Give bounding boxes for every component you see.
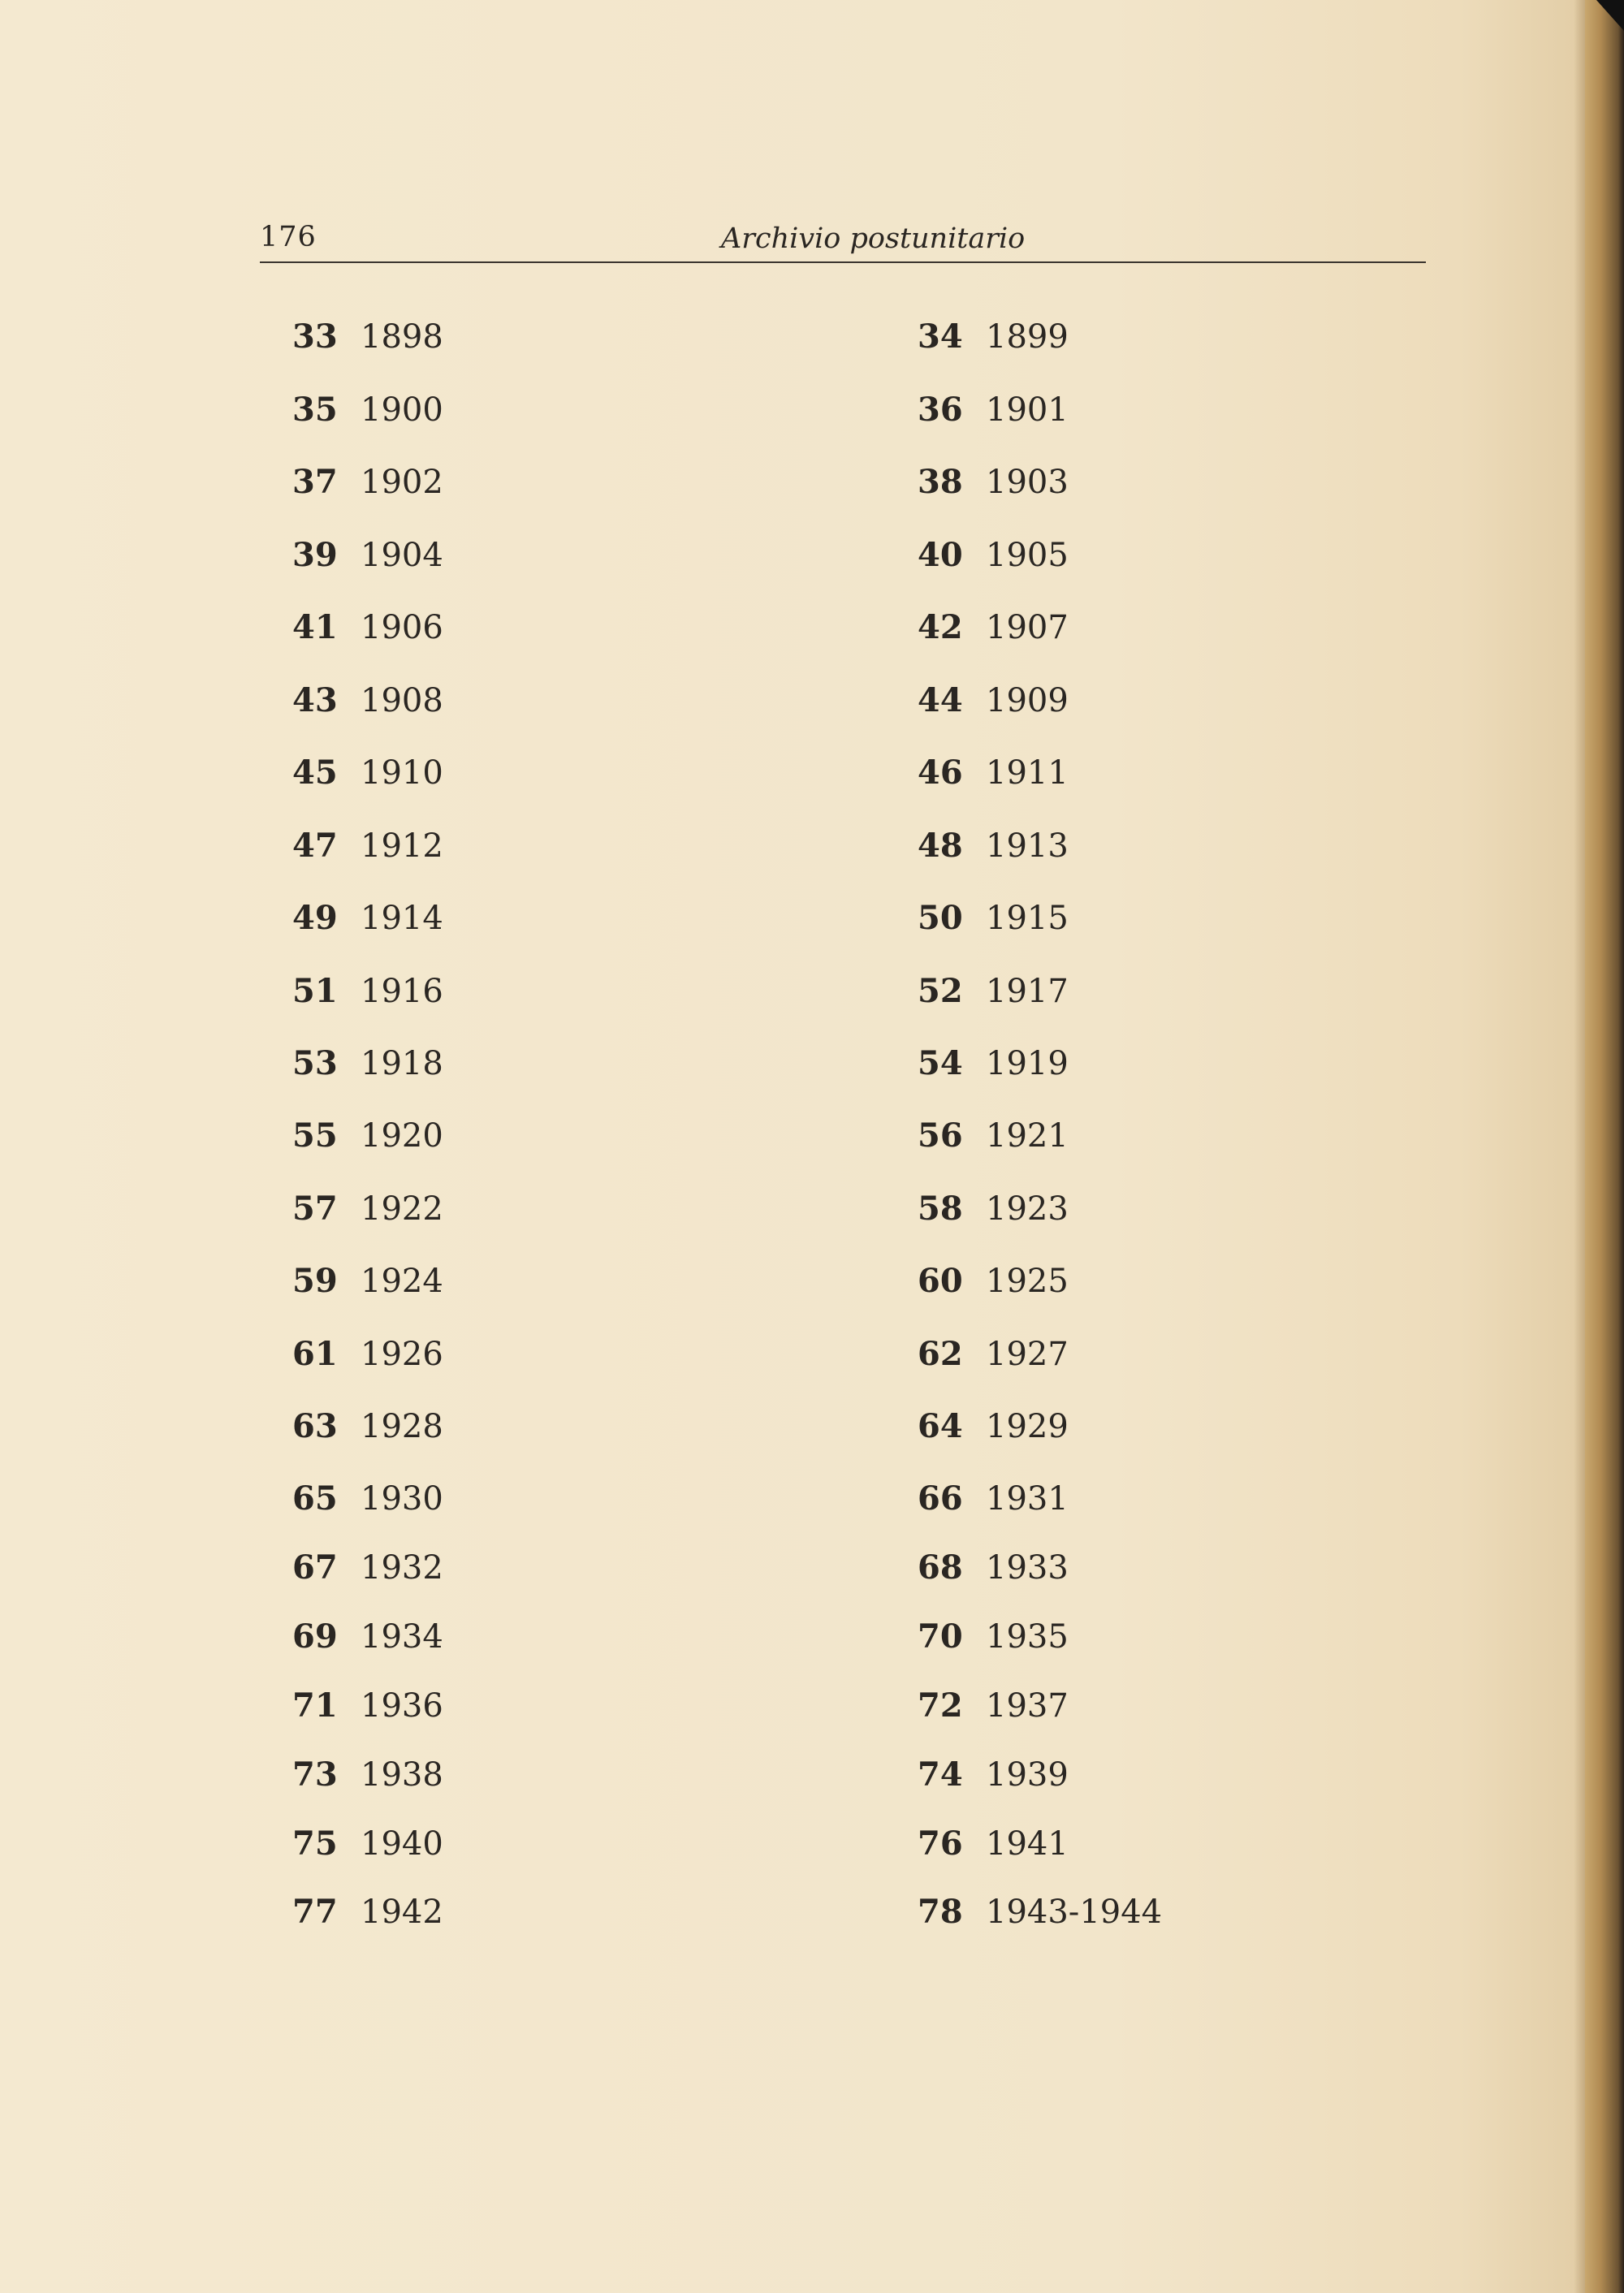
entry-year: 1915 [986,900,1069,937]
entry-number: 42 [918,608,963,646]
entry-year: 1922 [361,1190,443,1228]
entry-number: 51 [292,972,338,1010]
book-edge [1585,0,1624,2293]
entry-year: 1924 [361,1263,443,1300]
list-item [918,1044,1242,1085]
page-number: 176 [260,221,317,253]
entry-number: 60 [918,1262,963,1300]
entry-number: 77 [292,1893,338,1931]
entry-year: 1919 [986,1045,1069,1082]
entry-year: 1938 [361,1756,443,1794]
running-title: Archivio postunitario [721,222,1026,255]
entry-number: 78 [918,1893,963,1931]
list-item [918,1262,1242,1302]
list-item [292,972,617,1013]
entry-year: 1939 [986,1756,1069,1794]
entry-year: 1914 [361,900,443,937]
entry-year: 1908 [361,682,443,719]
list-item [918,1407,1242,1448]
entry-number: 74 [918,1755,963,1794]
entry-year: 1935 [986,1618,1069,1656]
entry-year: 1900 [361,391,443,429]
entry-number: 45 [292,754,338,792]
entry-number: 70 [918,1617,963,1656]
entry-year: 1933 [986,1549,1069,1587]
entry-year: 1934 [361,1618,443,1656]
list-item [292,1044,617,1085]
list-item [918,1755,1242,1796]
entry-number: 41 [292,608,338,646]
list-item [918,317,1242,358]
list-item [292,391,617,431]
entry-number: 49 [292,899,338,937]
entry-year: 1918 [361,1045,443,1082]
entry-year: 1898 [361,318,443,356]
list-item [292,1116,617,1157]
list-item [292,1479,617,1520]
list-item [292,1617,617,1658]
entry-year: 1926 [361,1336,443,1373]
entry-number: 43 [292,681,338,719]
entry-year: 1903 [986,464,1069,501]
entry-number: 59 [292,1262,338,1300]
entry-number: 40 [918,536,963,574]
list-item [918,899,1242,939]
entry-year: 1901 [986,391,1069,429]
entry-number: 53 [292,1044,338,1082]
header-rule [260,261,1426,263]
entry-number: 64 [918,1407,963,1445]
list-item [918,1548,1242,1589]
entry-year: 1927 [986,1336,1069,1373]
list-item [918,754,1242,794]
entry-year: 1929 [986,1408,1069,1445]
entry-number: 63 [292,1407,338,1445]
entry-year: 1920 [361,1117,443,1155]
list-item [292,1755,617,1796]
entry-year: 1932 [361,1549,443,1587]
entry-year: 1921 [986,1117,1069,1155]
entry-year: 1910 [361,754,443,792]
list-item [918,972,1242,1013]
entry-number: 65 [292,1479,338,1518]
entry-number: 48 [918,827,963,865]
entry-year: 1911 [986,754,1069,792]
list-item [918,827,1242,867]
list-item [292,1548,617,1589]
list-item [292,1686,617,1727]
entry-number: 54 [918,1044,963,1082]
page-edge-shadow [1574,0,1585,2293]
entry-number: 73 [292,1755,338,1794]
entry-number: 52 [918,972,963,1010]
entry-year: 1930 [361,1480,443,1518]
entry-number: 34 [918,317,963,356]
list-item [292,536,617,576]
list-item [292,1824,617,1865]
list-item [292,1262,617,1302]
entry-year: 1940 [361,1825,443,1863]
entry-number: 47 [292,827,338,865]
entry-year: 1905 [986,537,1069,574]
list-item [292,899,617,939]
list-item [918,1617,1242,1658]
list-item [292,681,617,722]
entry-year: 1943-1944 [986,1894,1163,1931]
list-item [292,1190,617,1230]
list-item [918,1893,1242,1933]
list-item [918,463,1242,503]
entry-year: 1912 [361,827,443,865]
entry-year: 1941 [986,1825,1069,1863]
list-item [918,1116,1242,1157]
entry-year: 1928 [361,1408,443,1445]
entry-year: 1917 [986,973,1069,1010]
entry-number: 68 [918,1548,963,1587]
entry-year: 1899 [986,318,1069,356]
entry-number: 58 [918,1190,963,1228]
entry-year: 1907 [986,609,1069,646]
running-header [260,218,1426,263]
entry-number: 44 [918,681,963,719]
list-item [292,317,617,358]
entry-number: 56 [918,1116,963,1155]
entry-year: 1904 [361,537,443,574]
entry-number: 71 [292,1686,338,1725]
list-item [918,1686,1242,1727]
list-item [292,608,617,649]
entry-number: 75 [292,1824,338,1863]
entry-year: 1913 [986,827,1069,865]
entry-year: 1931 [986,1480,1069,1518]
list-item [918,681,1242,722]
list-item [918,608,1242,649]
entry-number: 37 [292,463,338,501]
entry-number: 66 [918,1479,963,1518]
entry-year: 1916 [361,973,443,1010]
list-item [292,827,617,867]
list-item [292,463,617,503]
list-item [292,754,617,794]
entry-number: 57 [292,1190,338,1228]
entry-number: 38 [918,463,963,501]
entry-number: 72 [918,1686,963,1725]
entry-number: 61 [292,1335,338,1373]
list-item [918,536,1242,576]
list-item [918,391,1242,431]
entry-number: 69 [292,1617,338,1656]
entry-number: 50 [918,899,963,937]
entry-number: 76 [918,1824,963,1863]
entry-number: 36 [918,391,963,429]
list-item [918,1824,1242,1865]
list-item [292,1407,617,1448]
entry-number: 33 [292,317,338,356]
list-item [918,1190,1242,1230]
entry-year: 1902 [361,464,443,501]
list-item [292,1335,617,1375]
entry-year: 1937 [986,1687,1069,1725]
entry-year: 1909 [986,682,1069,719]
entry-number: 55 [292,1116,338,1155]
list-item [918,1335,1242,1375]
entry-number: 46 [918,754,963,792]
list-item [292,1893,617,1933]
entry-number: 39 [292,536,338,574]
entry-year: 1942 [361,1894,443,1931]
entry-year: 1925 [986,1263,1069,1300]
entry-number: 35 [292,391,338,429]
list-item [918,1479,1242,1520]
entry-number: 62 [918,1335,963,1373]
entry-year: 1906 [361,609,443,646]
entry-year: 1936 [361,1687,443,1725]
entry-number: 67 [292,1548,338,1587]
entry-year: 1923 [986,1190,1069,1228]
